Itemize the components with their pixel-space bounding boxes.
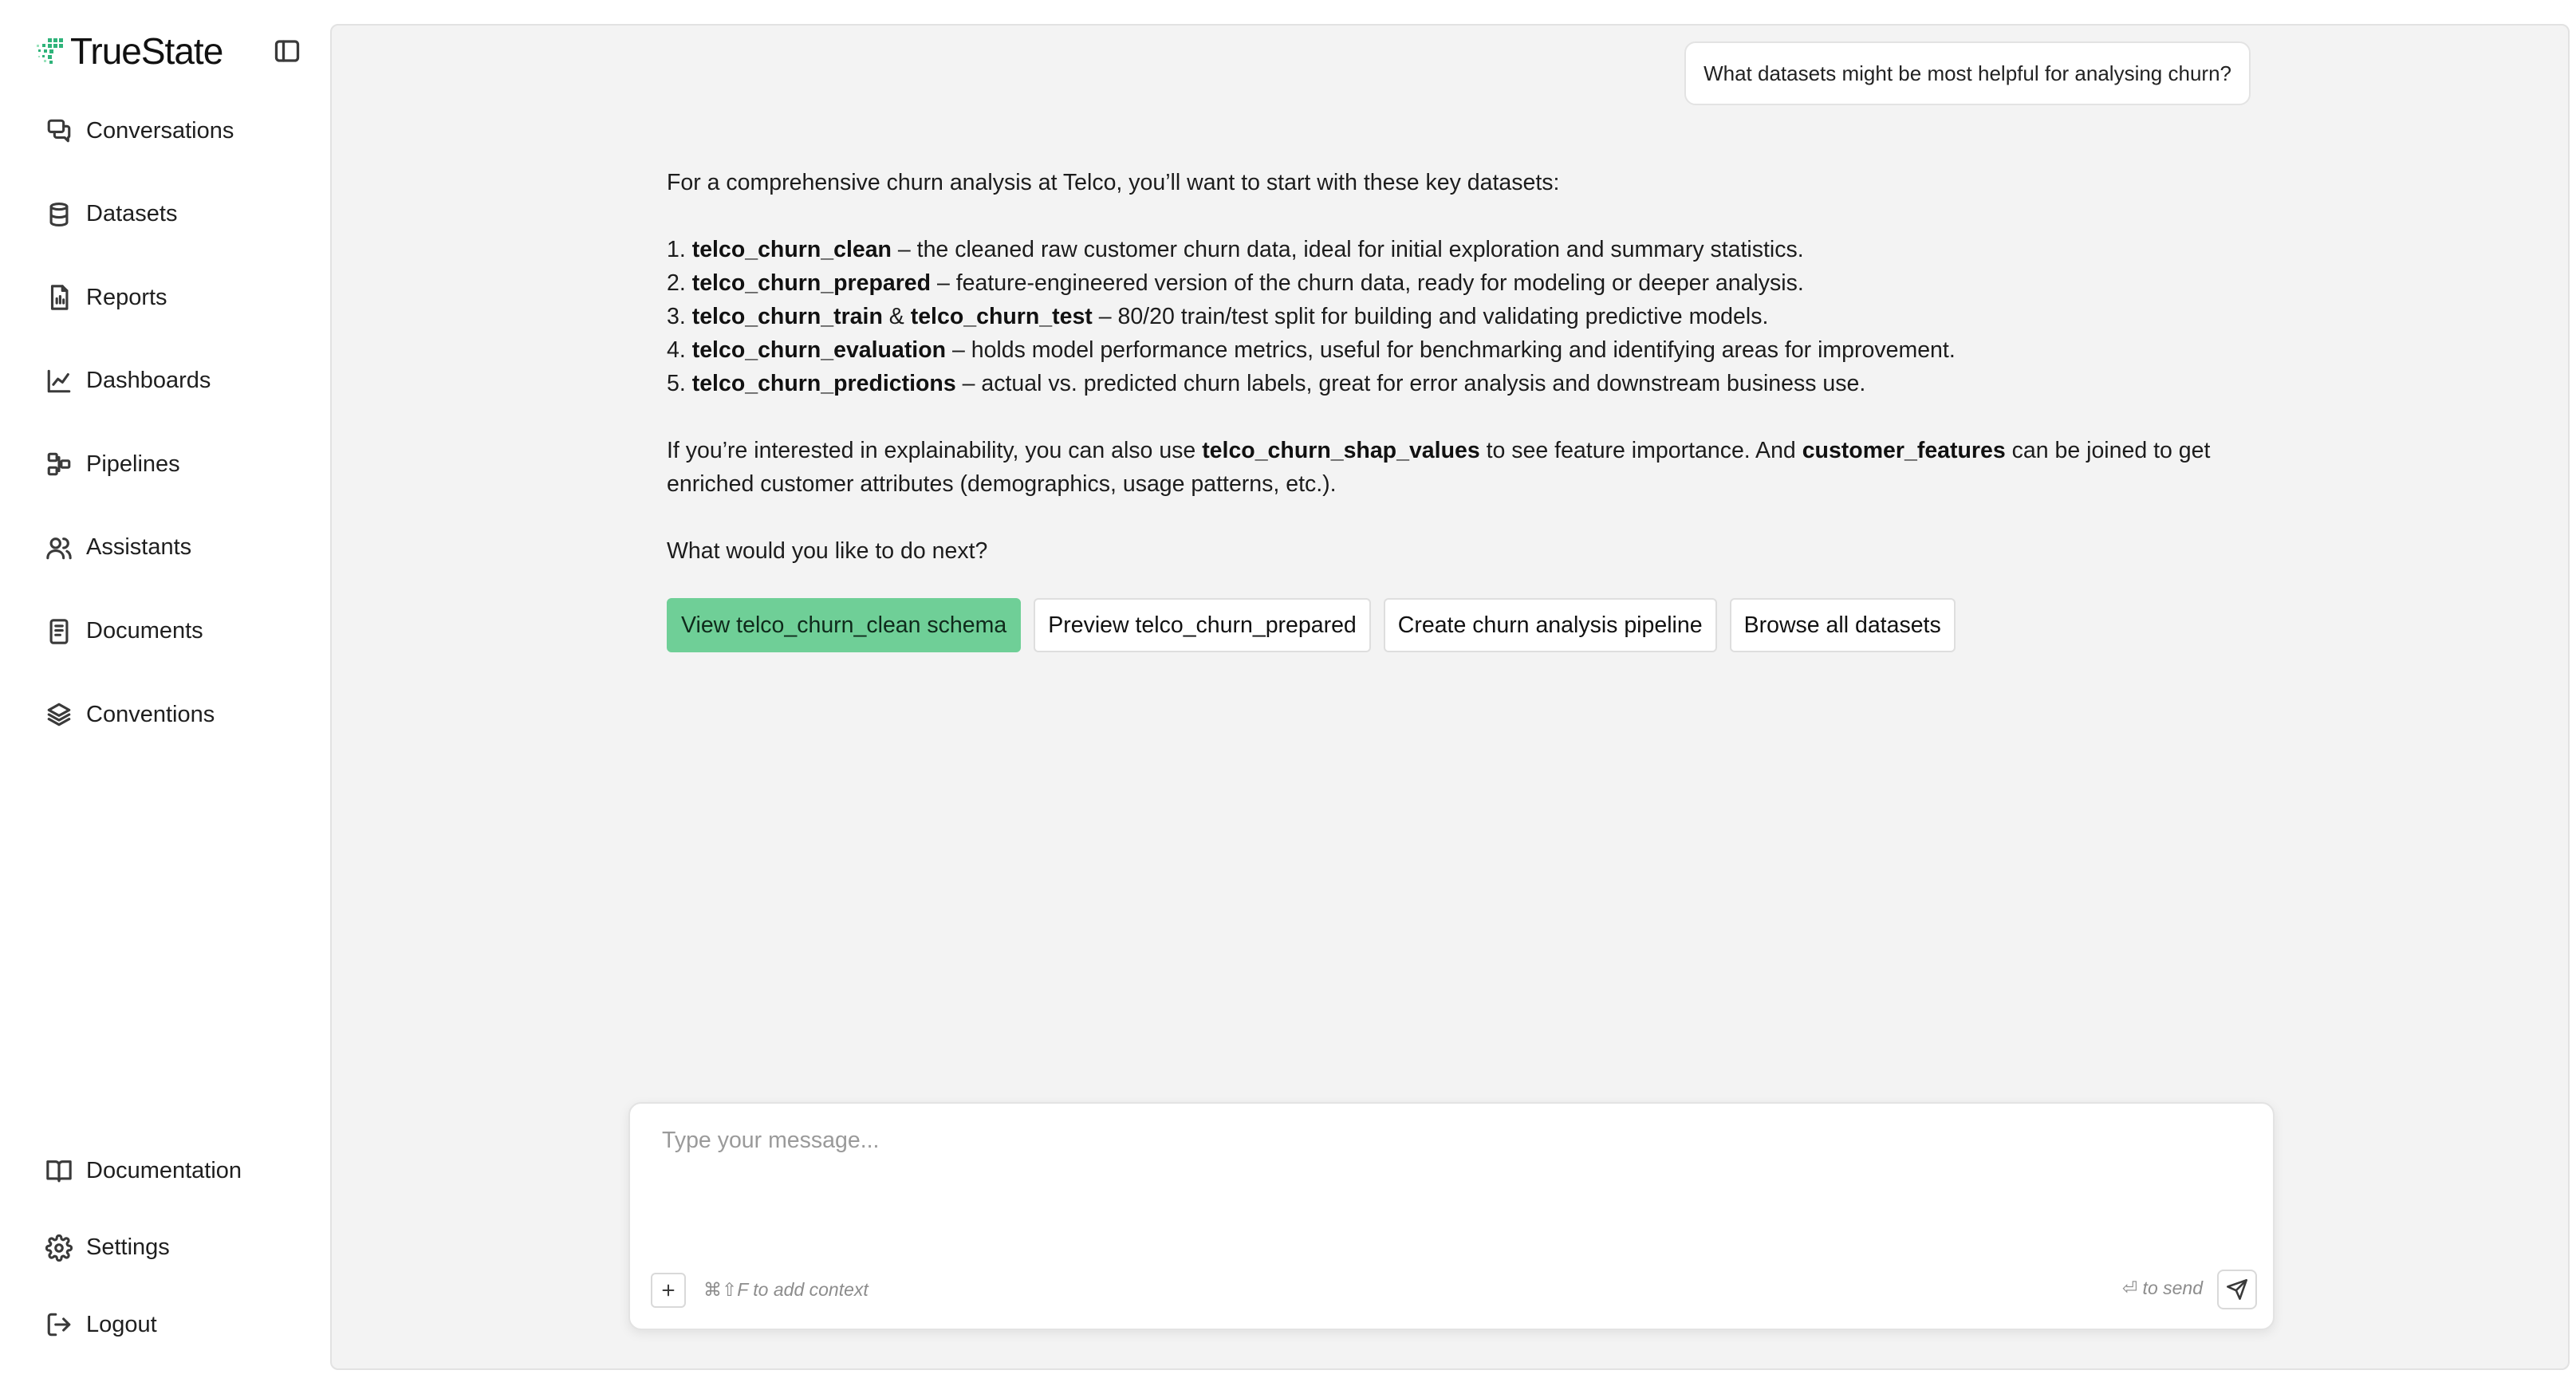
assistant-intro: For a comprehensive churn analysis at Telco, you’ll want to start with these key datasets: — [667, 170, 1560, 195]
dataset-name: telco_churn_test — [910, 304, 1093, 329]
dataset-name: telco_churn_prepared — [691, 270, 932, 296]
conversations-icon — [45, 116, 73, 145]
assistant-message — [667, 166, 2262, 568]
message-composer — [628, 1102, 2275, 1330]
book-icon — [45, 1156, 73, 1185]
users-icon — [45, 533, 73, 562]
dataset-list-item: 2. telco_churn_prepared – feature-engineered version of the churn data, ready for modeling or deeper analysis. — [667, 270, 1804, 296]
sidebar-item-datasets[interactable]: Datasets — [32, 191, 303, 238]
brand-name: TrueState — [70, 30, 223, 72]
context-hint: ⌘⇧F to add context — [703, 1279, 869, 1300]
send-icon — [2226, 1278, 2248, 1301]
view-schema-button[interactable]: View telco_churn_clean schema — [667, 598, 1021, 652]
sidebar-item-dashboards[interactable]: Dashboards — [32, 357, 303, 405]
document-icon — [45, 617, 73, 646]
sidebar-toggle-icon — [273, 37, 301, 65]
dataset-list-item: 5. telco_churn_predictions – actual vs. predicted churn labels, great for error analysis and downstream business use. — [667, 371, 1866, 396]
chart-line-icon — [45, 367, 73, 396]
dataset-list-item: 1. telco_churn_clean – the cleaned raw customer churn data, ideal for initial exploration and summary statistics. — [667, 237, 1804, 262]
pipeline-icon — [45, 450, 73, 478]
user-message: What datasets might be most helpful for analysing churn? — [1684, 41, 2251, 105]
sidebar-bottom-nav — [32, 1147, 303, 1378]
gear-icon — [45, 1234, 73, 1262]
sidebar-item-documents[interactable]: Documents — [32, 608, 303, 656]
send-button[interactable] — [2217, 1270, 2257, 1309]
sidebar-toggle-button[interactable] — [271, 35, 303, 67]
dataset-name: telco_churn_evaluation — [691, 337, 947, 363]
dataset-name: telco_churn_predictions — [691, 371, 956, 396]
sidebar-item-reports[interactable]: Reports — [32, 274, 303, 321]
sidebar-item-logout[interactable]: Logout — [32, 1301, 303, 1348]
assistant-explainability: If you’re interested in explainability, you can also use telco_churn_shap_values to see feature importance. And customer_features can be joined to get enriched customer attributes (demographics, usage patterns, etc.). — [667, 438, 2211, 497]
sidebar-item-settings[interactable]: Settings — [32, 1224, 303, 1272]
dataset-name: telco_churn_clean — [691, 237, 892, 262]
truestate-logo-icon — [35, 35, 67, 67]
preview-dataset-button[interactable]: Preview telco_churn_prepared — [1034, 598, 1371, 652]
sidebar-item-documentation[interactable]: Documentation — [32, 1147, 303, 1195]
sidebar-item-assistants[interactable]: Assistants — [32, 524, 303, 572]
suggested-actions — [667, 598, 1956, 652]
add-context-button[interactable] — [651, 1273, 686, 1308]
report-icon — [45, 283, 73, 312]
brand-logo[interactable] — [35, 29, 223, 73]
sidebar — [0, 0, 330, 1373]
message-input[interactable] — [662, 1128, 2241, 1223]
dataset-list-item: 3. telco_churn_train & telco_churn_test – 80/20 train/test split for building and validating predictive models. — [667, 304, 1769, 329]
browse-datasets-button[interactable]: Browse all datasets — [1730, 598, 1956, 652]
sidebar-item-conversations[interactable]: Conversations — [32, 107, 303, 155]
layers-icon — [45, 700, 73, 729]
dataset-list-item: 4. telco_churn_evaluation – holds model performance metrics, useful for benchmarking and identifying areas for improvement. — [667, 337, 1956, 363]
database-icon — [45, 200, 73, 229]
sidebar-item-pipelines[interactable]: Pipelines — [32, 440, 303, 488]
plus-icon — [660, 1282, 677, 1299]
chat-panel — [330, 24, 2570, 1370]
logout-icon — [45, 1310, 73, 1339]
sidebar-item-conventions[interactable]: Conventions — [32, 691, 303, 738]
sidebar-nav — [32, 107, 303, 774]
assistant-question: What would you like to do next? — [667, 538, 988, 564]
send-hint: ⏎ to send — [2121, 1278, 2203, 1298]
dataset-name: telco_churn_train — [691, 304, 883, 329]
create-pipeline-button[interactable]: Create churn analysis pipeline — [1384, 598, 1717, 652]
